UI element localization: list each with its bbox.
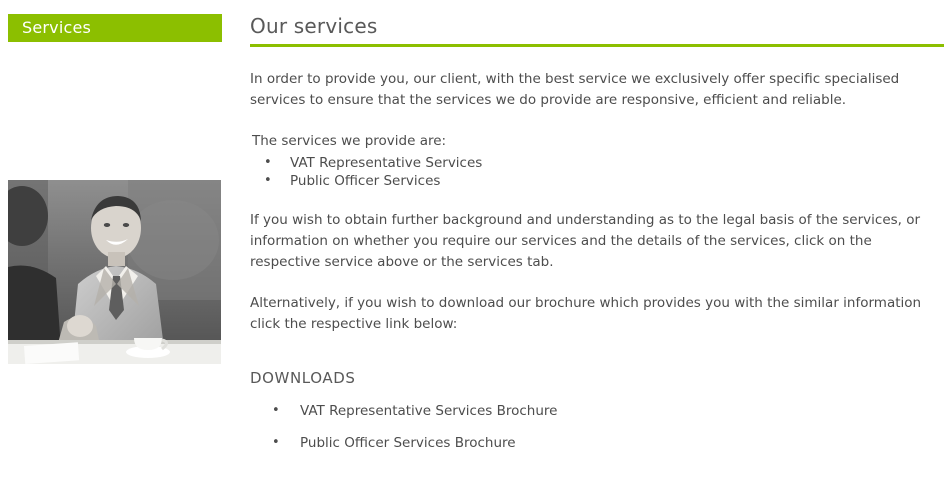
list-item[interactable] bbox=[250, 401, 944, 421]
title-divider bbox=[250, 44, 944, 47]
services-list-intro: The services we provide are: bbox=[252, 133, 447, 149]
background-paragraph: If you wish to obtain further background and understanding as to the legal basis of the services, or information on whether you require our services and the details of the services, click on the respective service above or the services tab. bbox=[250, 212, 921, 270]
list-item[interactable]: • VAT Representative Services bbox=[250, 154, 944, 172]
page-title: Our services bbox=[250, 14, 378, 38]
brochure-paragraph: Alternatively, if you wish to download our brochure which provides you with the similar information click the respective link below: bbox=[250, 295, 922, 332]
list-item[interactable]: • Public Officer Services bbox=[250, 172, 944, 190]
intro-paragraph: In order to provide you, our client, with the best service we exclusively offer specific specialised services to ensure that the services we do provide are responsive, efficient and reliable. bbox=[250, 71, 900, 108]
downloads-list bbox=[250, 401, 944, 453]
list-item[interactable] bbox=[250, 433, 944, 453]
main-content bbox=[250, 14, 944, 465]
sidebar bbox=[8, 14, 222, 42]
services-list bbox=[250, 154, 944, 190]
downloads-heading: DOWNLOADS bbox=[250, 369, 356, 387]
download-link-vat-brochure[interactable]: VAT Representative Services Brochure bbox=[300, 403, 558, 419]
download-link-public-officer-brochure[interactable]: Public Officer Services Brochure bbox=[300, 435, 516, 451]
sidebar-item-services[interactable]: Services bbox=[8, 14, 222, 42]
sidebar-photo bbox=[8, 180, 221, 364]
